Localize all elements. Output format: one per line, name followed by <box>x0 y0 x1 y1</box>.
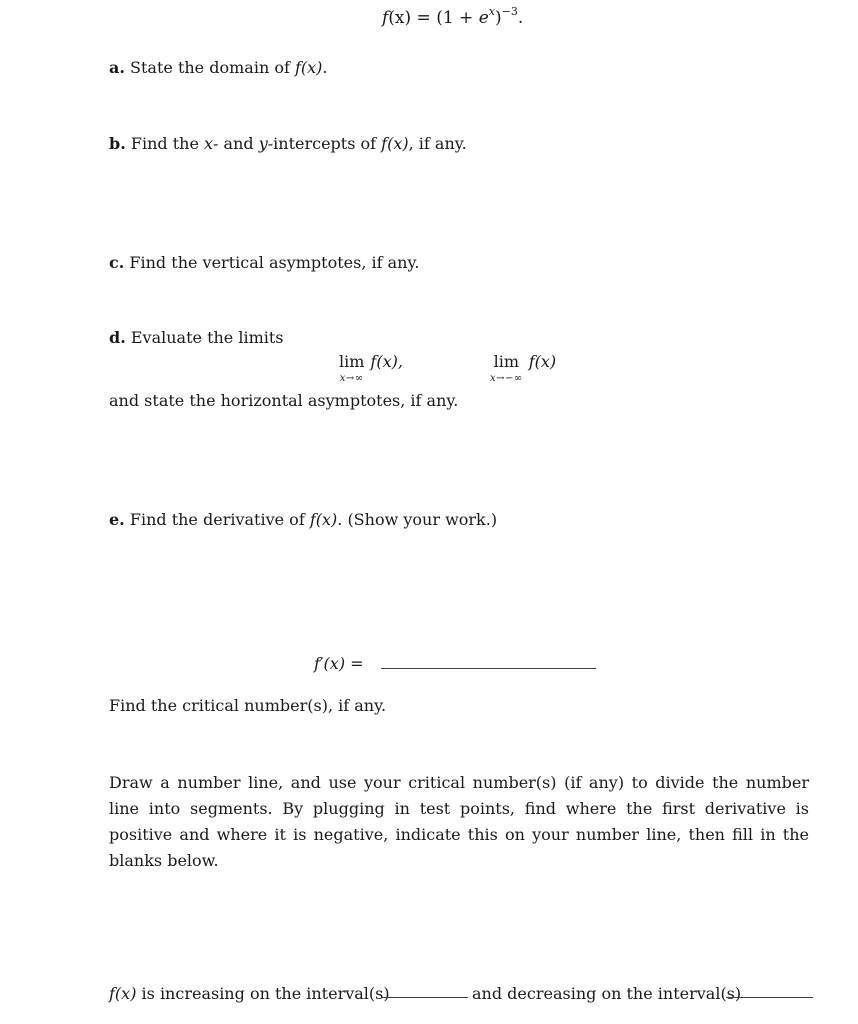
limit-negative-expr: f(x) <box>528 352 557 371</box>
part-b <box>109 134 467 153</box>
limit-positive-lim: lim <box>339 352 365 371</box>
part-e-math: f(x) <box>309 510 338 529</box>
part-a-tail: . <box>322 58 328 77</box>
function-outer-exp: −3 <box>501 5 518 18</box>
part-d <box>109 328 284 347</box>
number-line-instructions: Draw a number line, and use your critical number(s) (if any) to divide the number line into segments. By plugging in test points, find where the first derivative is positive and where it is negative, indicate this on your number line, then fill in the blanks below. <box>109 773 809 870</box>
part-c-text: Find the vertical asymptotes, if any. <box>129 253 420 272</box>
part-e-text: Find the derivative of <box>129 510 310 529</box>
increasing-text: is increasing on the interval(s) <box>136 984 390 1003</box>
part-b-t3: -intercepts of <box>267 134 382 153</box>
limit-positive-operator <box>339 352 364 384</box>
part-e-tail: . (Show your work.) <box>337 510 498 529</box>
part-c <box>109 253 419 272</box>
function-name: f <box>382 8 389 28</box>
limit-negative-operator <box>490 352 523 384</box>
derivative-label: f′(x) = <box>314 654 364 673</box>
limit-positive-sub: x→∞ <box>339 373 364 384</box>
limit-positive-infinity <box>339 352 403 384</box>
function-arg: (x) <box>388 8 412 28</box>
decreasing-intervals-blank[interactable] <box>726 997 813 998</box>
part-a-text: State the domain of <box>130 58 295 77</box>
part-b-math: f(x) <box>381 134 409 153</box>
part-b-t2: - and <box>213 134 259 153</box>
part-c-letter: c. <box>109 253 125 272</box>
critical-numbers-prompt: Find the critical number(s), if any. <box>109 696 387 715</box>
increasing-math: f(x) <box>109 984 137 1003</box>
limit-negative-lim: lim <box>493 352 520 371</box>
part-b-t4: , if any. <box>408 134 467 153</box>
part-e-letter: e. <box>109 510 125 529</box>
function-e: e <box>478 8 489 28</box>
part-b-y: y <box>258 134 268 153</box>
function-period: . <box>517 8 524 28</box>
part-b-t1: Find the <box>130 134 204 153</box>
function-close: ) <box>495 8 502 28</box>
limit-positive-expr: f(x), <box>370 352 403 371</box>
part-d-followup: and state the horizontal asymptotes, if any. <box>109 391 459 410</box>
limit-negative-infinity <box>490 352 556 384</box>
part-a <box>109 58 328 77</box>
decreasing-prompt: and decreasing on the interval(s) <box>472 984 742 1003</box>
increasing-prompt <box>109 984 390 1003</box>
part-d-letter: d. <box>109 328 126 347</box>
limit-negative-sub: x→−∞ <box>490 373 523 384</box>
part-d-text: Evaluate the limits <box>130 328 284 347</box>
part-e <box>109 510 497 529</box>
function-e-exp: x <box>488 5 495 18</box>
function-eq: = (1 + <box>411 8 479 28</box>
part-b-x: x <box>204 134 214 153</box>
derivative-answer-blank[interactable] <box>381 668 596 669</box>
part-b-letter: b. <box>109 134 126 153</box>
function-definition <box>382 5 524 28</box>
increasing-intervals-blank[interactable] <box>382 997 468 998</box>
part-a-letter: a. <box>109 58 125 77</box>
part-a-math: f(x) <box>294 58 323 77</box>
